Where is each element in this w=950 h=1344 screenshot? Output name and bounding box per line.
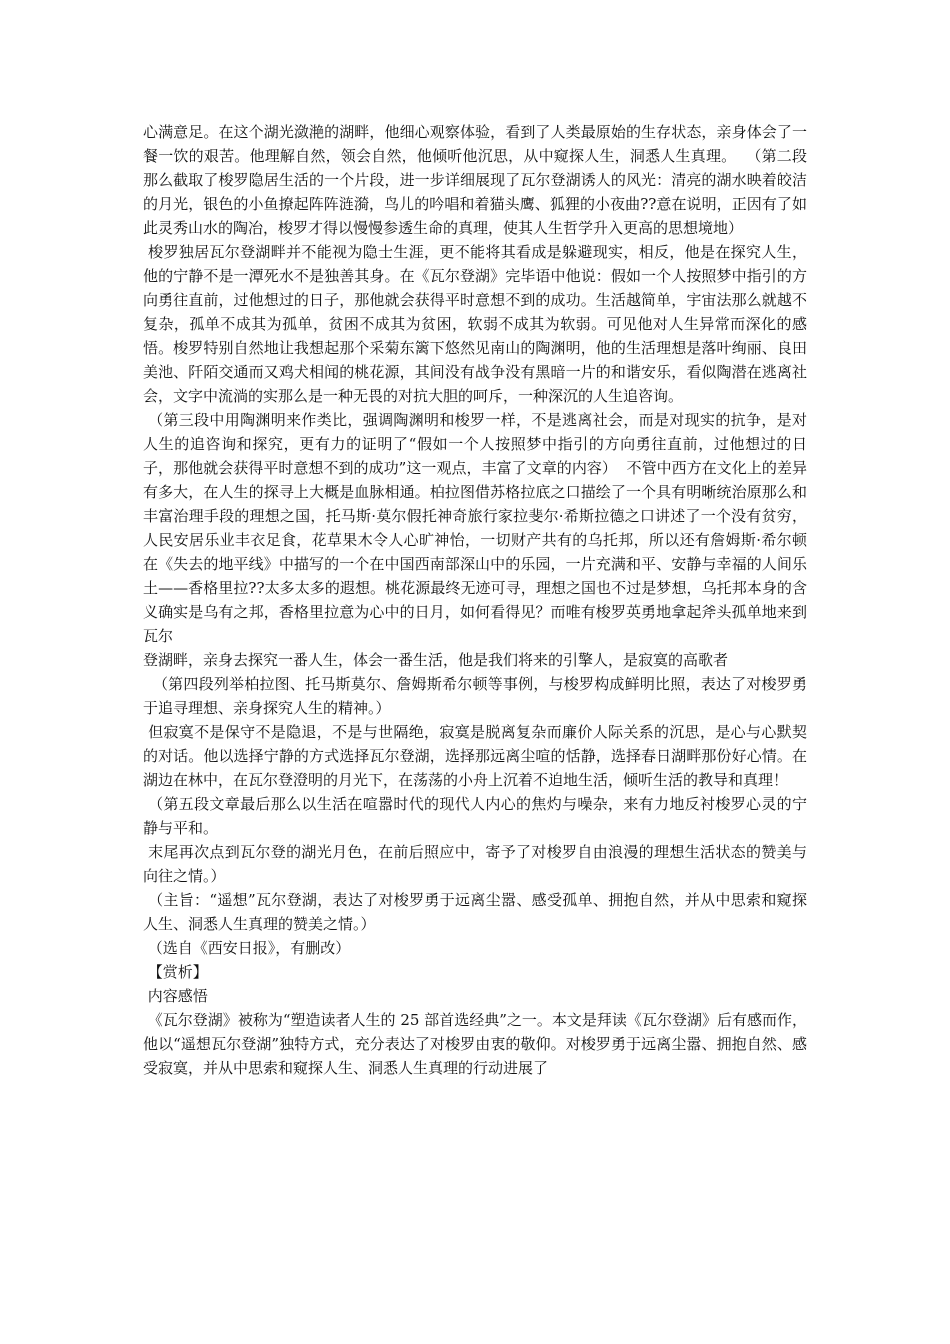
- paragraph-walden-continuation: 登湖畔，亲身去探究一番人生，体会一番生活，他是我们将来的引擎人，是寂寞的高歌者: [143, 651, 729, 669]
- paragraph-source: （选自《西安日报》，有删改）: [143, 939, 351, 957]
- paragraph-ending-note: 末尾再次点到瓦尔登的湖光月色，在前后照应中，寄予了对梭罗自由浪漫的理想生活状态的赞美与向往之情。）: [143, 843, 807, 885]
- section-heading-appreciation: 【赏析】: [143, 963, 208, 981]
- document-body: [143, 120, 807, 1080]
- paragraph-main-theme: （主旨：“遥想”瓦尔登湖，表达了对梭罗勇于远离尘嚣、感受孤单、拥抱自然，并从中思索和窥探人生、洞悉人生真理的赞美之情。）: [143, 891, 807, 933]
- paragraph-annotation-four: （第四段列举柏拉图、托马斯莫尔、詹姆斯希尔顿等事例，与梭罗构成鲜明比照，表达了对梭罗勇于追寻理想、亲身探究人生的精神。）: [143, 675, 807, 717]
- subheading-content-insight: 内容感悟: [143, 987, 208, 1005]
- paragraph-intro: 心满意足。在这个湖光潋滟的湖畔，他细心观察体验，看到了人类最原始的生存状态，亲身体会了一餐一饮的艰苦。他理解自然，领会自然，他倾听他沉思，从中窥探人生，洞悉人生真理。 （第二段那么截取了梭罗隐居生活的一个片段，进一步详细展现了瓦尔登湖诱人的风光：清亮的湖水映着皎洁的月光，银色的小鱼撩起阵阵涟漪，鸟儿的吟唱和着猫头鹰、狐狸的小夜曲??意在说明，正因有了如此灵秀山水的陶冶，梭罗才得以慢慢参透生命的真理，使其人生哲学升入更高的思想境地）: [143, 123, 807, 237]
- paragraph-analysis: 《瓦尔登湖》被称为“塑造读者人生的 25 部首选经典”之一。本文是拜读《瓦尔登湖》后有感而作，他以“遥想瓦尔登湖”独特方式，充分表达了对梭罗由衷的敬仰。对梭罗勇于远离尘嚣、拥抱自然、感受寂寞，并从中思索和窥探人生、洞悉人生真理的行动进展了: [143, 1011, 807, 1077]
- paragraph-thoreau-solitude: 梭罗独居瓦尔登湖畔并不能视为隐士生涯，更不能将其看成是躲避现实，相反，他是在探究人生，他的宁静不是一潭死水不是独善其身。在《瓦尔登湖》完毕语中他说：假如一个人按照梦中指引的方向勇往直前，过他想过的日子，那他就会获得平时意想不到的成功。生活越简单，宇宙法那么就越不复杂，孤单不成其为孤单，贫困不成其为贫困，软弱不成其为软弱。可见他对人生异常而深化的感悟。梭罗特别自然地让我想起那个采菊东篱下悠然见南山的陶渊明，他的生活理想是落叶绚丽、良田美池、阡陌交通而又鸡犬相闻的桃花源，其间没有战争没有黑暗一片的和谐安乐，看似陶潜在逃离社会，文字中流淌的实那么是一种无畏的对抗大胆的呵斥，一种深沉的人生追咨询。: [143, 243, 807, 405]
- paragraph-utopia-comparison: （第三段中用陶渊明来作类比，强调陶渊明和梭罗一样，不是逃离社会，而是对现实的抗争，是对人生的追咨询和探究，更有力的证明了“假如一个人按照梦中指引的方向勇往直前，过他想过的日子，那他就会获得平时意想不到的成功”这一观点，丰富了文章的内容） 不管中西方在文化上的差异有多大，在人生的探寻上大概是血脉相通。柏拉图借苏格拉底之口描绘了一个具有明晰统治原那么和丰富治理手段的理想之国，托马斯·莫尔假托神奇旅行家拉斐尔·希斯拉德之口讲述了一个没有贫穷，人民安居乐业丰衣足食，花草果木令人心旷神怡，一切财产共有的乌托邦，所以还有詹姆斯·希尔顿在《失去的地平线》中描写的一个在中国西南部深山中的乐园，一片充满和平、安静与幸福的人间乐土——香格里拉??太多太多的遐想。桃花源最终无迹可寻，理想之国也不过是梦想，乌托邦本身的含义确实是乌有之邦，香格里拉意为心中的日月，如何看得见？而唯有梭罗英勇地拿起斧头孤单地来到瓦尔: [143, 411, 807, 645]
- paragraph-annotation-five: （第五段文章最后那么以生活在喧嚣时代的现代人内心的焦灼与噪杂，来有力地反衬梭罗心灵的宁静与平和。: [143, 795, 807, 837]
- paragraph-loneliness: 但寂寞不是保守不是隐退，不是与世隔绝，寂寞是脱离复杂而廉价人际关系的沉思，是心与心默契的对话。他以选择宁静的方式选择瓦尔登湖，选择那远离尘喧的恬静，选择春日湖畔那份好心情。在湖边在林中，在瓦尔登澄明的月光下，在荡荡的小舟上沉着不迫地生活，倾听生活的教导和真理！: [143, 723, 807, 789]
